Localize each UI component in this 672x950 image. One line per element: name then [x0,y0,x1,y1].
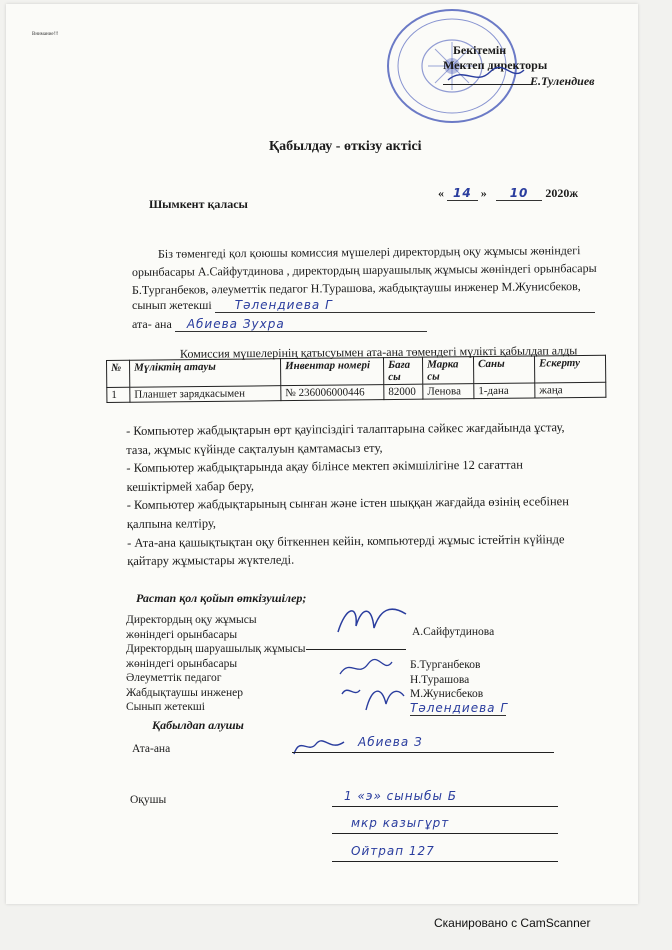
term-line: таза, жұмыс күйінде сақталуын қамтамасыз ету, [126,440,383,457]
date-line [438,186,578,201]
signers-roles [126,613,305,715]
date-month: 10 [496,186,543,201]
director-signature [446,64,526,86]
signature-line [306,649,406,650]
date-close-quote: » [480,186,487,200]
signer-name: Н.Турашова [410,674,470,686]
student-handwriting-3: Ойтрап 127 [351,844,435,858]
cell-price: 82000 [384,384,423,399]
signer-role: жөніндегі орынбасары [126,657,238,670]
signers-title: Растап қол қойып өткізушілер; [136,591,307,605]
cell-number: 1 [107,387,130,402]
student-line-1 [332,806,558,807]
student-line-2 [332,833,558,834]
header-quantity: Саны [473,356,534,384]
cell-quantity: 1-дана [474,383,535,399]
term-line: кешіктірмей хабар беру, [126,478,255,494]
parent-handwriting: Абиева Зухра [175,317,427,332]
date-open-quote: « [438,186,444,200]
header-inventory-number: Инвентар номері [280,358,383,386]
signer-role: Директордың шаруашылық жұмысы [126,643,306,655]
header-note: Ескерту [534,355,605,383]
commission-line: Комиссия мүшелерінің қатысуымен ата-ана төмендегі мүлікті қабылдап алды [179,343,578,361]
student-handwriting-2: мкр казыгұрт [351,816,450,830]
parent-label: ата- ана [132,317,172,331]
signature-turganbekov [336,654,396,682]
term-line: қайтару жұмыстары жүктеледі. [127,552,295,569]
receiver-parent-line [292,752,554,753]
signer-role: жөніндегі орынбасары [126,628,238,641]
class-teacher-label: сынып жетекші [132,298,212,312]
document-title: Қабылдау - өткізу актісі [269,139,422,154]
date-day: 14 [447,186,478,201]
receiver-title: Қабылдап алушы [152,718,244,732]
class-teacher-line [132,298,595,313]
receiver-parent-label: Ата-ана [132,743,171,755]
intro-line-3: Б.Турганбеков, әлеуметтік педагог Н.Турашова, жабдықтаушы инженер М.Жунисбеков, [131,279,581,297]
class-teacher-signature-text: Тәлендиева Г [410,701,509,715]
cell-property-name: Планшет зарядкасымен [130,386,281,403]
approve-label: Бекітемін [453,43,507,57]
signer-name: М.Жунисбеков [410,688,484,700]
signer-name: А.Сайфутдинова [412,626,495,638]
terms-list [126,418,569,571]
cell-note: жаңа [535,382,606,398]
document-page [6,4,638,904]
intro-line-2: орынбасары А.Сайфутдинова , директордың шаруашылық жұмысы жөніндегі орынбасары [131,260,597,280]
city-label: Шымкент қаласы [149,197,248,211]
signature-zhunisbekov [338,680,408,720]
signer-role: Директордың оқу жұмысы [126,614,257,626]
date-year: 2020ж [545,186,579,200]
signer-role: Жабдықтаушы инженер [126,686,243,699]
signer-role: Сынып жетекші [126,701,205,713]
director-label: Мектеп директоры [443,58,548,72]
intro-line-1: Біз төменгеді қол қоюшы комиссия мүшелері директордың оқу жұмысы жөніндегі [157,243,581,261]
tiny-mark: Внимание!!! [32,32,59,37]
student-handwriting-1: 1 «э» сыныбы Б [344,789,457,803]
header-property-name: Мүліктің атауы [130,359,281,388]
receiver-parent-handwriting: Абиева З [358,735,423,749]
term-line: - Компьютер жабдықтарының сынған және істен шыққан жағдайда өзінің есебінен [126,494,569,513]
signature-saifutdinova [332,600,412,640]
cell-inventory-number: № 236006000446 [281,385,384,401]
receiver-parent-signature [290,732,350,760]
signer-role: Әлеуметтік педагог [126,672,222,684]
student-line-3 [332,861,558,862]
director-name: Е.Тулендиев [530,74,595,88]
cell-brand: Ленова [423,384,474,400]
header-price: Баға сы [383,357,422,384]
property-table [106,355,606,403]
student-label: Оқушы [130,794,167,806]
header-number: № [107,360,130,387]
term-line: - Компьютер жабдықтарында ақау білінсе мектеп әкімшілігіне 12 сағаттан [126,457,523,476]
class-teacher-handwriting: Тәлендиева Г [215,298,595,313]
camscanner-watermark: Сканировано с CamScanner [434,916,591,930]
parent-line [132,317,427,332]
signer-name: Б.Турганбеков [410,659,481,671]
term-line: - Ата-ана қашықтықтан оқу біткеннен кейін, компьютерді жұмыс істейтін күйінде [126,531,565,550]
term-line: - Компьютер жабдықтарын өрт қауіпсіздігі талаптарына сәйкес жағдайында ұстау, [126,420,565,438]
header-brand: Марка сы [422,357,473,385]
term-line: қалпына келтіру, [126,516,217,531]
